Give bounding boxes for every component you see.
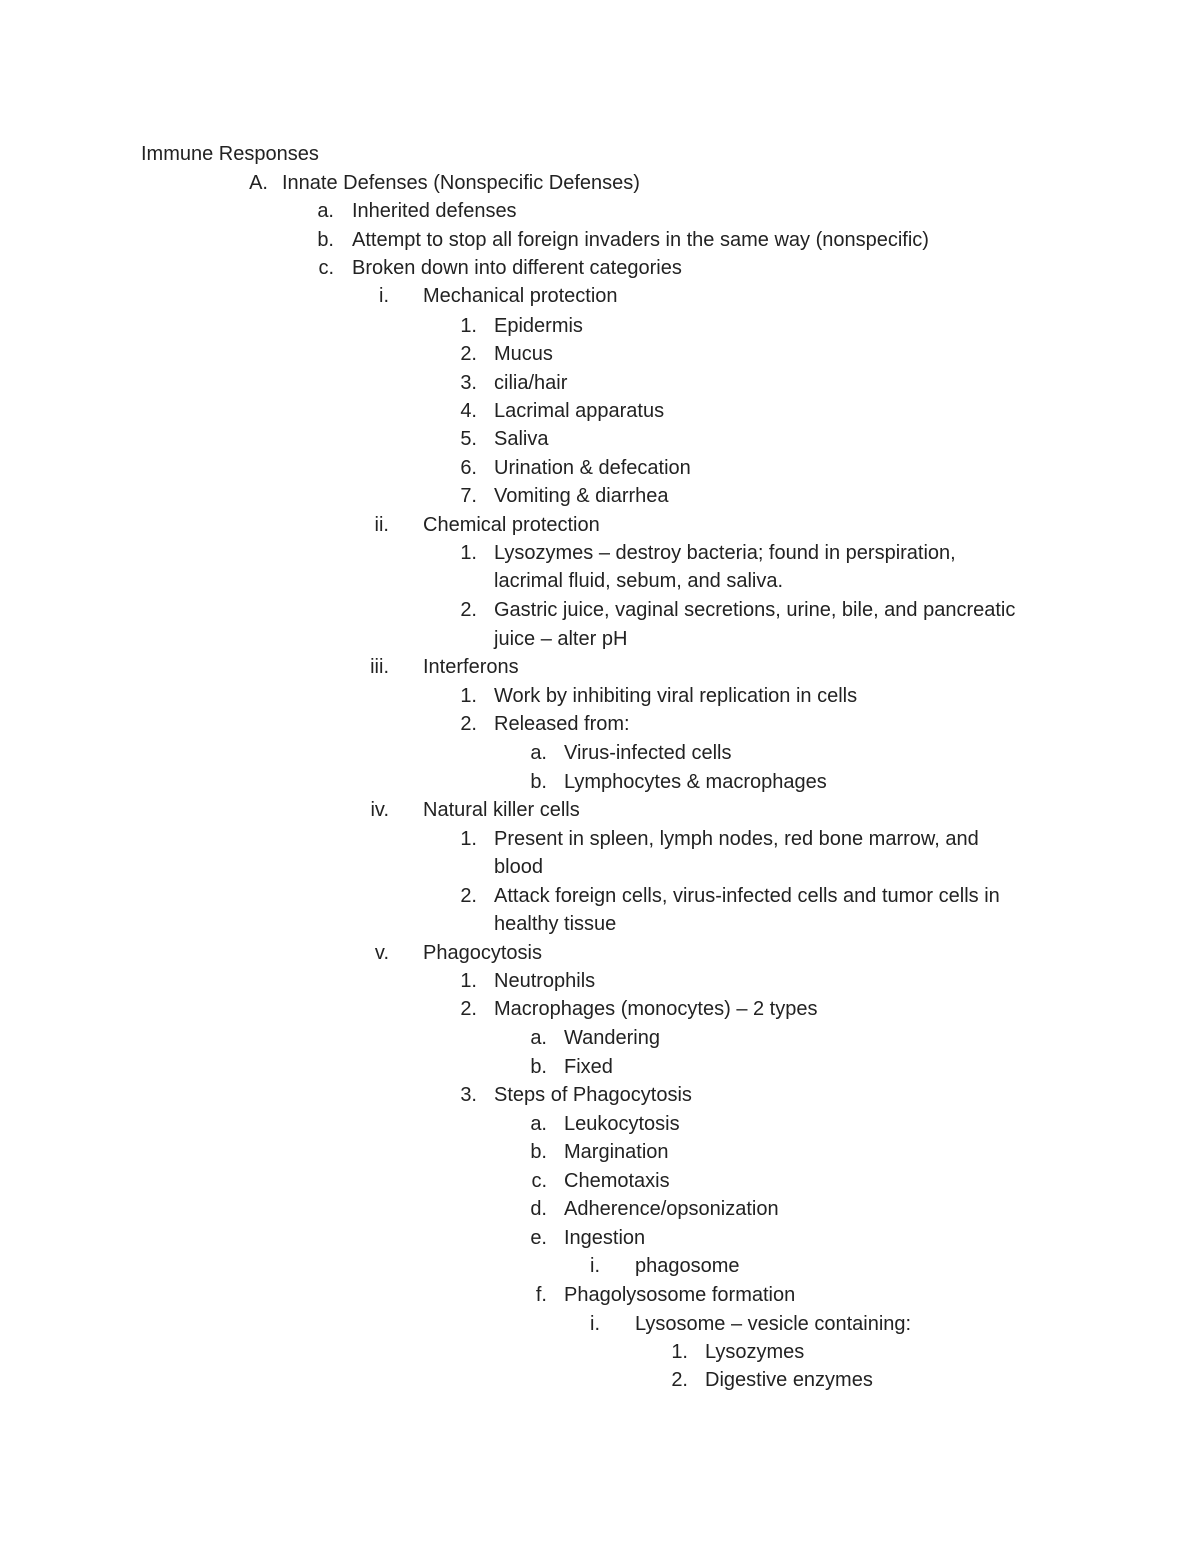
outline-marker: v. [374, 942, 389, 964]
outline-item-text: Work by inhibiting viral replication in cells [494, 685, 858, 707]
outline-item-text: Leukocytosis [564, 1113, 680, 1135]
outline-marker: 1. [460, 970, 477, 992]
outline-marker: 1. [460, 315, 477, 337]
outline-marker: a. [317, 200, 334, 222]
outline-marker: 1. [460, 542, 477, 564]
outline-item-text: Lysosome – vesicle containing: [635, 1313, 912, 1335]
outline-marker: c. [318, 257, 334, 279]
outline-marker: 2. [460, 885, 477, 907]
outline-item-text: Lysozymes – destroy bacteria; found in perspiration, [494, 542, 956, 564]
outline-item-text: Lymphocytes & macrophages [564, 771, 827, 793]
outline-item-text: Mucus [494, 343, 553, 365]
outline-item-text: Interferons [423, 656, 519, 678]
outline-item-text: Lysozymes [705, 1341, 805, 1363]
outline-item-text: Inherited defenses [352, 200, 517, 222]
outline-marker: i. [379, 285, 389, 307]
outline-item-text: Epidermis [494, 315, 583, 337]
outline-item-text: Present in spleen, lymph nodes, red bone marrow, and [494, 828, 979, 850]
outline-marker: b. [530, 1141, 547, 1163]
outline-item-text: Mechanical protection [423, 285, 618, 307]
outline-item-text: Margination [564, 1141, 669, 1163]
outline-item-text: phagosome [635, 1255, 740, 1277]
outline-marker: 3. [460, 1084, 477, 1106]
outline-item-text: Urination & defecation [494, 457, 691, 479]
outline-marker: 6. [460, 457, 477, 479]
outline-item-text: Innate Defenses (Nonspecific Defenses) [282, 172, 640, 194]
outline-marker: A. [249, 172, 268, 194]
outline-marker: 4. [460, 400, 477, 422]
outline-item-text: Lacrimal apparatus [494, 400, 665, 422]
outline-marker: b. [317, 229, 334, 251]
outline-marker: a. [530, 742, 547, 764]
outline-marker: ii. [374, 514, 389, 536]
outline-marker: 5. [460, 428, 477, 450]
outline-marker: a. [530, 1113, 547, 1135]
outline-item-text: Vomiting & diarrhea [494, 485, 669, 507]
outline-item-text: Digestive enzymes [705, 1369, 873, 1391]
outline-marker: 1. [671, 1341, 688, 1363]
outline-item-text: Ingestion [564, 1227, 646, 1249]
outline-marker: i. [590, 1313, 600, 1335]
outline-marker: e. [530, 1227, 547, 1249]
outline-marker: a. [530, 1027, 547, 1049]
outline-marker: 1. [460, 685, 477, 707]
outline-item-text: Released from: [494, 713, 630, 735]
outline-marker: c. [531, 1170, 547, 1192]
outline-item-text: Attack foreign cells, virus-infected cells and tumor cells in [494, 885, 1000, 907]
outline-item-text: Chemical protection [423, 514, 600, 536]
outline-item-text: Neutrophils [494, 970, 596, 992]
outline-item-text: Phagolysosome formation [564, 1284, 796, 1306]
outline-marker: f. [535, 1284, 547, 1306]
outline-marker: d. [530, 1198, 547, 1220]
outline-item-text: Gastric juice, vaginal secretions, urine, bile, and pancreatic [494, 599, 1016, 621]
outline-item-text: Saliva [494, 428, 549, 450]
outline-item-text: healthy tissue [494, 913, 617, 935]
outline-item-text: juice – alter pH [494, 628, 628, 650]
outline-marker: b. [530, 1056, 547, 1078]
outline-marker: i. [590, 1255, 600, 1277]
outline-item-text: blood [494, 856, 543, 878]
outline-item-text: lacrimal fluid, sebum, and saliva. [494, 570, 784, 592]
outline-item-text: Virus-infected cells [564, 742, 732, 764]
outline-item-text: Adherence/opsonization [564, 1198, 779, 1220]
outline-item-text: Fixed [564, 1056, 613, 1078]
document-title: Immune Responses [141, 143, 319, 165]
outline-marker: 2. [460, 599, 477, 621]
outline-marker: 2. [671, 1369, 688, 1391]
outline-item-text: Steps of Phagocytosis [494, 1084, 692, 1106]
outline-marker: 3. [460, 372, 477, 394]
outline-marker: 2. [460, 998, 477, 1020]
outline-marker: 2. [460, 713, 477, 735]
outline-marker: 2. [460, 343, 477, 365]
outline-marker: iii. [370, 656, 389, 678]
outline-item-text: Chemotaxis [564, 1170, 670, 1192]
outline-item-text: Wandering [564, 1027, 660, 1049]
outline-item-text: cilia/hair [494, 372, 568, 394]
outline-marker: 7. [460, 485, 477, 507]
outline-item-text: Phagocytosis [423, 942, 542, 964]
outline-item-text: Attempt to stop all foreign invaders in the same way (nonspecific) [352, 229, 929, 251]
outline-marker: b. [530, 771, 547, 793]
outline-marker: 1. [460, 828, 477, 850]
outline-item-text: Broken down into different categories [352, 257, 682, 279]
outline-item-text: Macrophages (monocytes) – 2 types [494, 998, 818, 1020]
outline-marker: iv. [370, 799, 389, 821]
outline-item-text: Natural killer cells [423, 799, 580, 821]
